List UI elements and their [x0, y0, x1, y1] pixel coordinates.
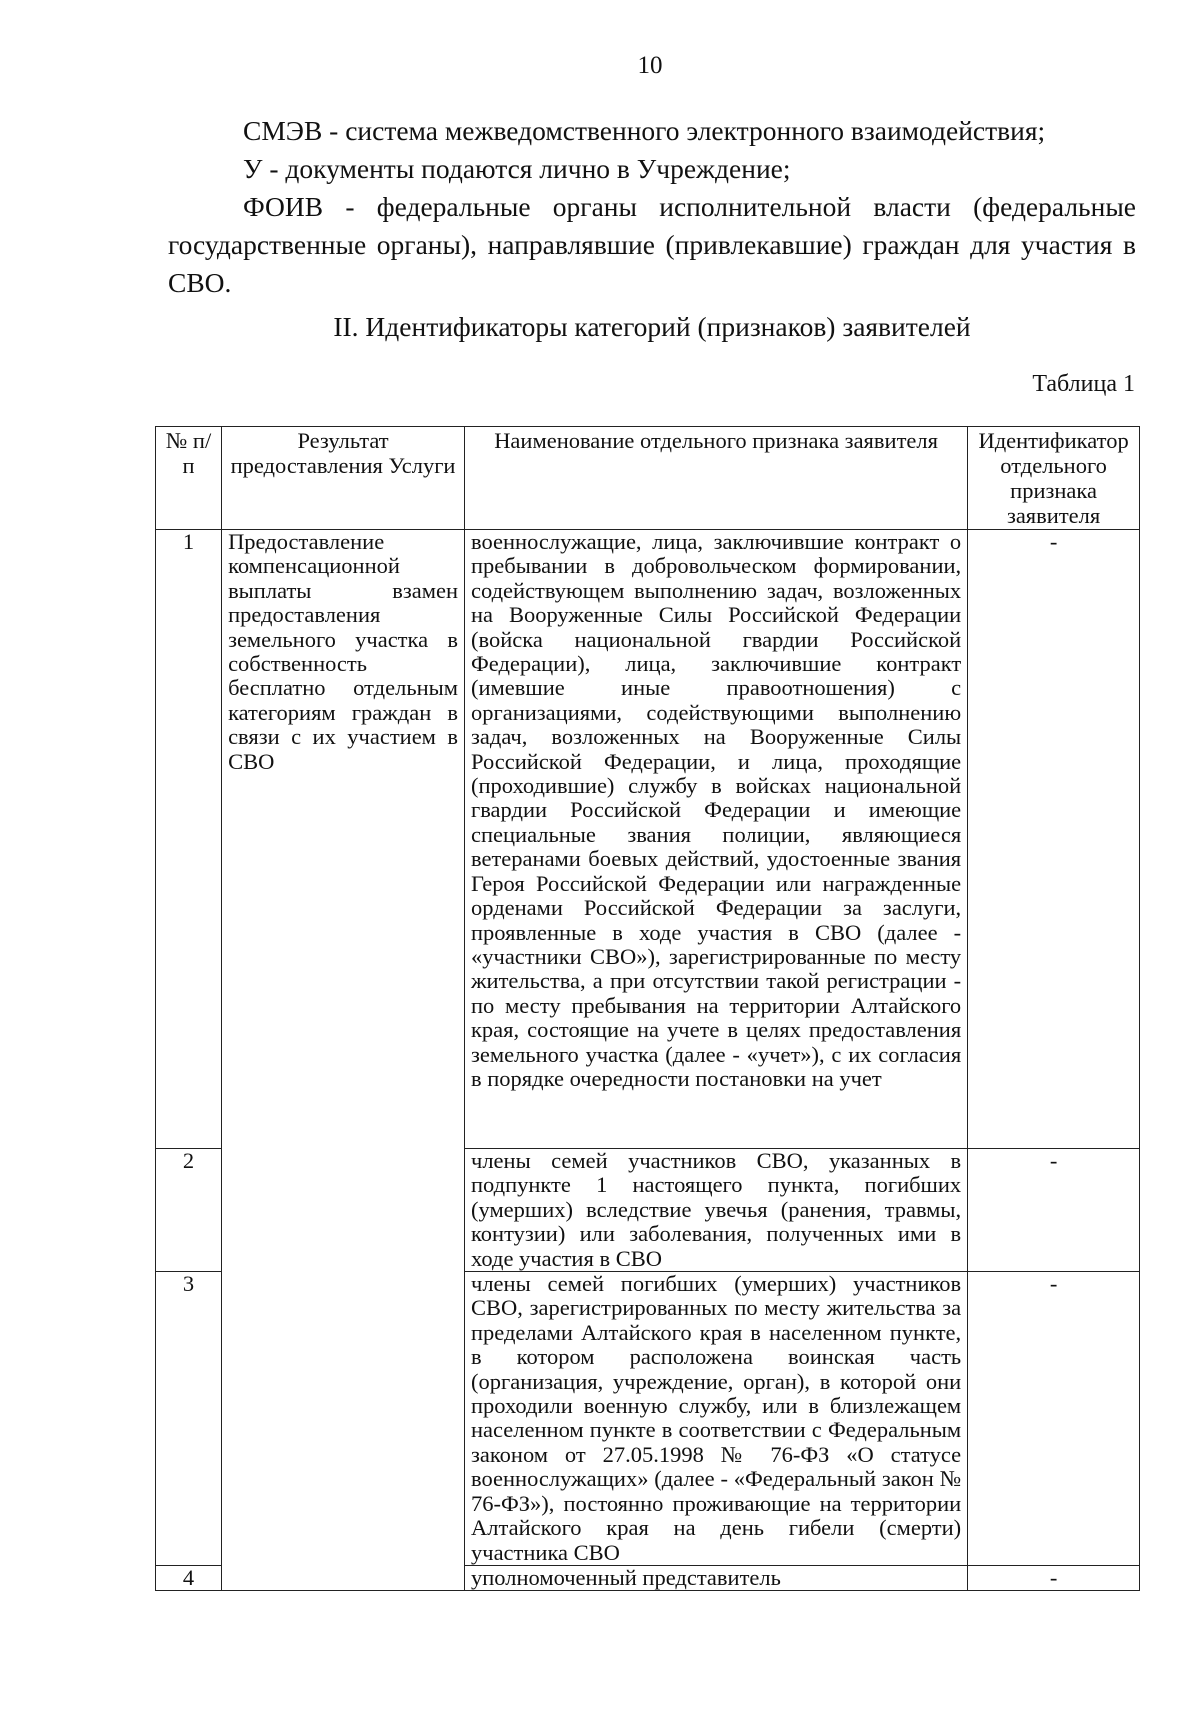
table-row	[156, 530, 1140, 1149]
row-number: 1	[156, 530, 222, 1149]
header-number: № п/п	[156, 427, 222, 530]
feature-description: члены семей погибших (умерших) участников СВО, зарегистрированных по месту жительства за пределами Алтайского края в населенном пункте, в котором расположена воинская часть (организация, учреждение, орган), в которой они проходили военную службу, или в близлежащем населенном пункте в соответствии с Федеральным законом от 27.05.1998 № 76-ФЗ «О статусе военнослужащих» (далее - «Федеральный закон № 76-ФЗ»), постоянно проживающие на территории Алтайского края на день гибели (смерти) участника СВО	[465, 1272, 968, 1566]
feature-description: военнослужащие, лица, заключившие контракт о пребывании в добровольческом формировании, содействующем выполнению задач, возложенных на Вооруженные Силы Российской Федерации (войска национальной гвардии Российской Федерации), лица, заключившие контракт (имевшие иные правоотношения) с организациями, содействующими выполнению задач, возложенных на Вооруженные Силы Российской Федерации, и лица, проходящие (проходившие) службу в войсках национальной гвардии Российской Федерации и имеющие специальные звания полиции, являющиеся ветеранами боевых действий, удостоенные звания Героя Российской Федерации или награжденные орденами Российской Федерации за заслуги, проявленные в ходе участия в СВО (далее - «участники СВО»), зарегистрированные по месту жительства, а при отсутствии такой регистрации - по месту пребывания на территории Алтайского края, состоящие на учете в целях предоставления земельного участка (далее - «учет»), с их согласия в порядке очередности постановки на учет	[465, 530, 968, 1149]
feature-identifier: -	[968, 530, 1140, 1149]
row-number: 2	[156, 1149, 222, 1272]
service-result: Предоставление компенсационной выплаты взамен предоставления земельного участка в собственность бесплатно отдельным категориям граждан в связи с их участием в СВО	[222, 530, 465, 1591]
header-result: Результат предоставления Услуги	[222, 427, 465, 530]
intro-paragraph: У - документы подаются лично в Учреждение;	[243, 153, 791, 184]
intro-paragraph: СМЭВ - система межведомственного электронного взаимодействия;	[243, 115, 1046, 146]
table-caption: Таблица 1	[1032, 371, 1135, 397]
intro-text	[168, 112, 1136, 302]
feature-description: уполномоченный представитель	[465, 1565, 968, 1590]
row-number: 4	[156, 1565, 222, 1590]
intro-paragraph: ФОИВ - федеральные органы исполнительной власти (федеральные государственные органы), направлявшие (привлекавшие) граждан для участия в СВО.	[168, 191, 1136, 298]
page-number: 10	[637, 52, 663, 79]
row-number: 3	[156, 1272, 222, 1566]
table-header-row	[156, 427, 1140, 530]
feature-identifier: -	[968, 1149, 1140, 1272]
feature-identifier: -	[968, 1565, 1140, 1590]
feature-description: члены семей участников СВО, указанных в подпункте 1 настоящего пункта, погибших (умерших) вследствие увечья (ранения, травмы, контузии) или заболевания, полученных ими в ходе участия в СВО	[465, 1149, 968, 1272]
identifiers-table	[155, 426, 1140, 1591]
header-feature: Наименование отдельного признака заявителя	[465, 427, 968, 530]
header-identifier: Идентификатор отдельного признака заявителя	[968, 427, 1140, 530]
section-title: II. Идентификаторы категорий (признаков) заявителей	[333, 311, 971, 342]
feature-identifier: -	[968, 1272, 1140, 1566]
